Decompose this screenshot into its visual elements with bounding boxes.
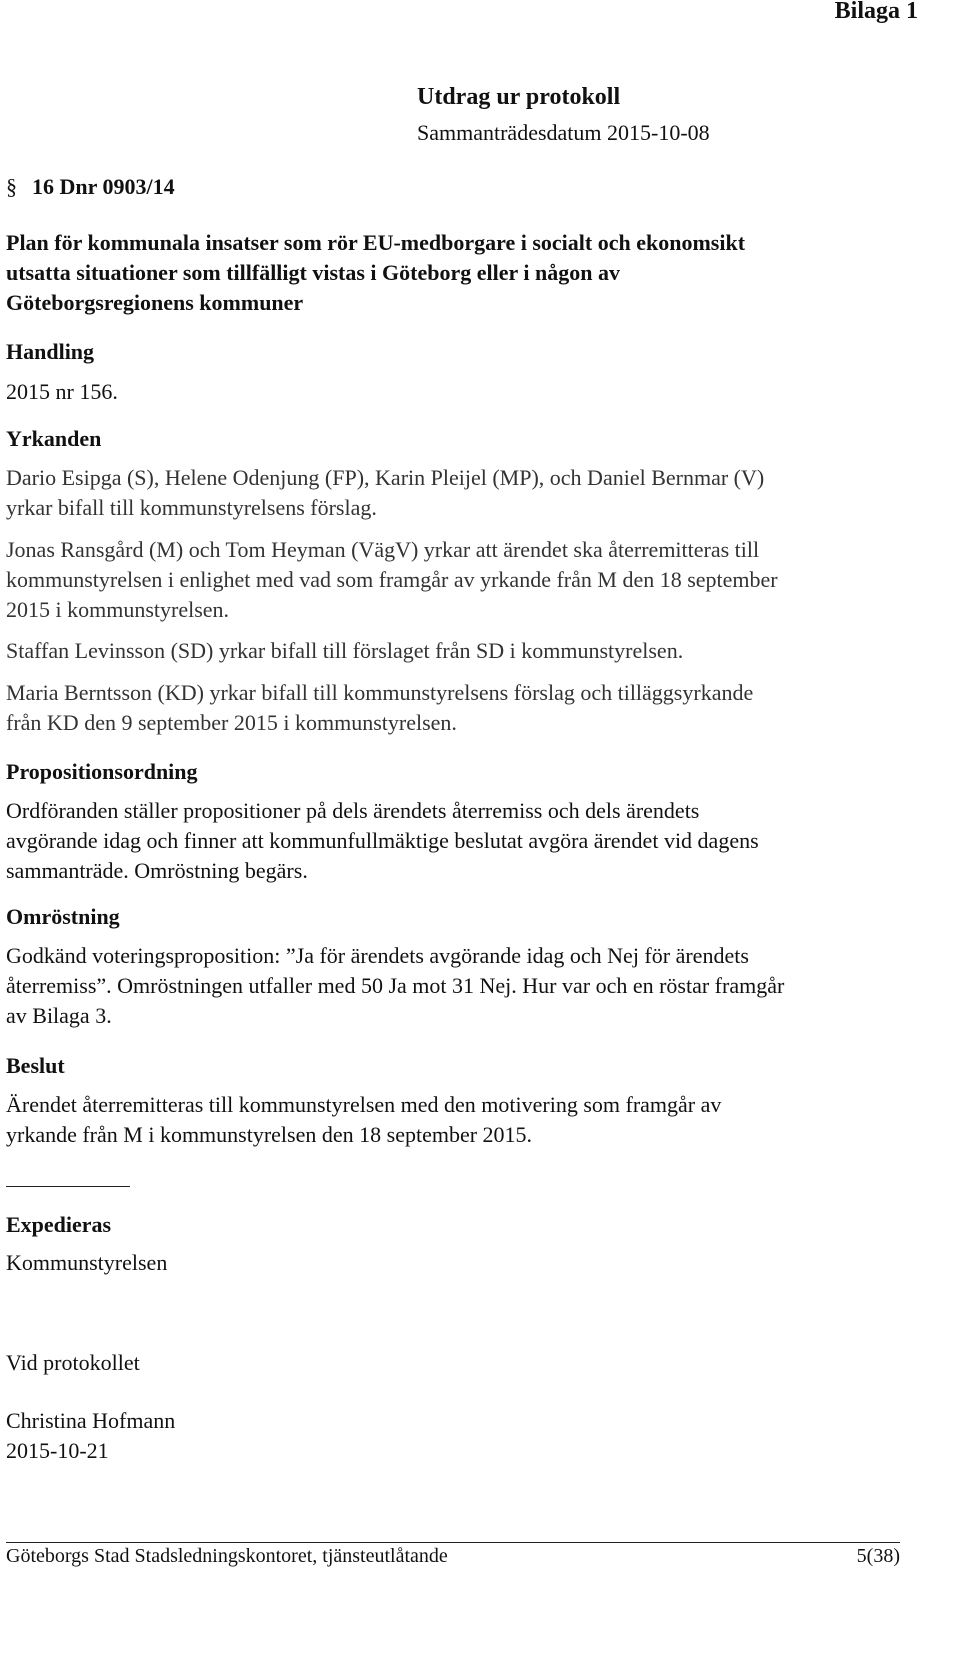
signature-label: Vid protokollet <box>6 1350 140 1375</box>
section-divider <box>6 1186 130 1187</box>
extract-title: Utdrag ur protokoll <box>417 84 621 110</box>
signature-date: 2015-10-21 <box>6 1438 109 1463</box>
heading-handling: Handling <box>6 339 95 364</box>
yrkande-paragraph <box>6 463 764 523</box>
yrkande-paragraph <box>6 678 753 738</box>
item-title-line: utsatta situationer som tillfälligt vistas i Göteborg eller i någon av <box>6 260 620 285</box>
paragraph-line: yrkar bifall till kommunstyrelsens förslag. <box>6 495 377 520</box>
handling-reference: 2015 nr 156. <box>6 379 118 404</box>
appendix-label: Bilaga 1 <box>834 0 918 24</box>
heading-yrkanden: Yrkanden <box>6 426 102 451</box>
footer-divider <box>6 1542 900 1543</box>
case-number <box>6 174 175 200</box>
paragraph-line: Maria Berntsson (KD) yrkar bifall till kommunstyrelsens förslag och tilläggsyrkande <box>6 680 754 705</box>
item-title <box>6 228 745 318</box>
paragraph-line: från KD den 9 september 2015 i kommunstyrelsen. <box>6 710 457 735</box>
expedieras-recipient: Kommunstyrelsen <box>6 1250 168 1275</box>
paragraph-line: Godkänd voteringsproposition: ”Ja för ärendets avgörande idag och Nej för ärendets <box>6 943 749 968</box>
paragraph-line: avgörande idag och finner att kommunfullmäktige beslutat avgöra ärendet vid dagens <box>6 828 759 853</box>
paragraph-line: Ärendet återremitteras till kommunstyrelsen med den motivering som framgår av <box>6 1092 722 1117</box>
paragraph-line: Jonas Ransgård (M) och Tom Heyman (VägV) yrkar att ärendet ska återremitteras till <box>6 537 760 562</box>
paragraph-line: kommunstyrelsen i enlighet med vad som framgår av yrkande från M den 18 september <box>6 567 778 592</box>
heading-propositionsordning: Propositionsordning <box>6 759 198 784</box>
item-title-line: Plan för kommunala insatser som rör EU-medborgare i socialt och ekonomsikt <box>6 230 746 255</box>
yrkande-paragraph <box>6 535 778 625</box>
paragraph-line: yrkande från M i kommunstyrelsen den 18 september 2015. <box>6 1122 533 1147</box>
item-title-line: Göteborgsregionens kommuner <box>6 290 304 315</box>
beslut-paragraph <box>6 1090 721 1150</box>
footer-page-number: 5(38) <box>856 1545 900 1567</box>
footer-source: Göteborgs Stad Stadsledningskontoret, tjänsteutlåtande <box>6 1545 448 1567</box>
heading-expedieras: Expedieras <box>6 1212 112 1237</box>
paragraph-line: återremiss”. Omröstningen utfaller med 50 Ja mot 31 Nej. Hur var och en röstar framgår <box>6 973 785 998</box>
case-number-text: 16 Dnr 0903/14 <box>32 174 175 199</box>
paragraph-line: av Bilaga 3. <box>6 1003 112 1028</box>
heading-omrostning: Omröstning <box>6 904 120 929</box>
heading-beslut: Beslut <box>6 1053 65 1078</box>
meeting-date: Sammanträdesdatum 2015-10-08 <box>417 120 710 145</box>
paragraph-line: Ordföranden ställer propositioner på dels ärendets återremiss och dels ärendets <box>6 798 700 823</box>
paragraph-line: Staffan Levinsson (SD) yrkar bifall till förslaget från SD i kommunstyrelsen. <box>6 638 684 663</box>
paragraph-line: sammanträde. Omröstning begärs. <box>6 858 308 883</box>
yrkande-paragraph <box>6 636 683 666</box>
paragraph-line: Dario Esipga (S), Helene Odenjung (FP), Karin Pleijel (MP), och Daniel Bernmar (V) <box>6 465 765 490</box>
paragraph-line: 2015 i kommunstyrelsen. <box>6 597 230 622</box>
propositionsordning-paragraph <box>6 796 759 886</box>
omrostning-paragraph <box>6 941 784 1031</box>
section-symbol: § <box>6 174 17 199</box>
signature-name: Christina Hofmann <box>6 1408 176 1433</box>
